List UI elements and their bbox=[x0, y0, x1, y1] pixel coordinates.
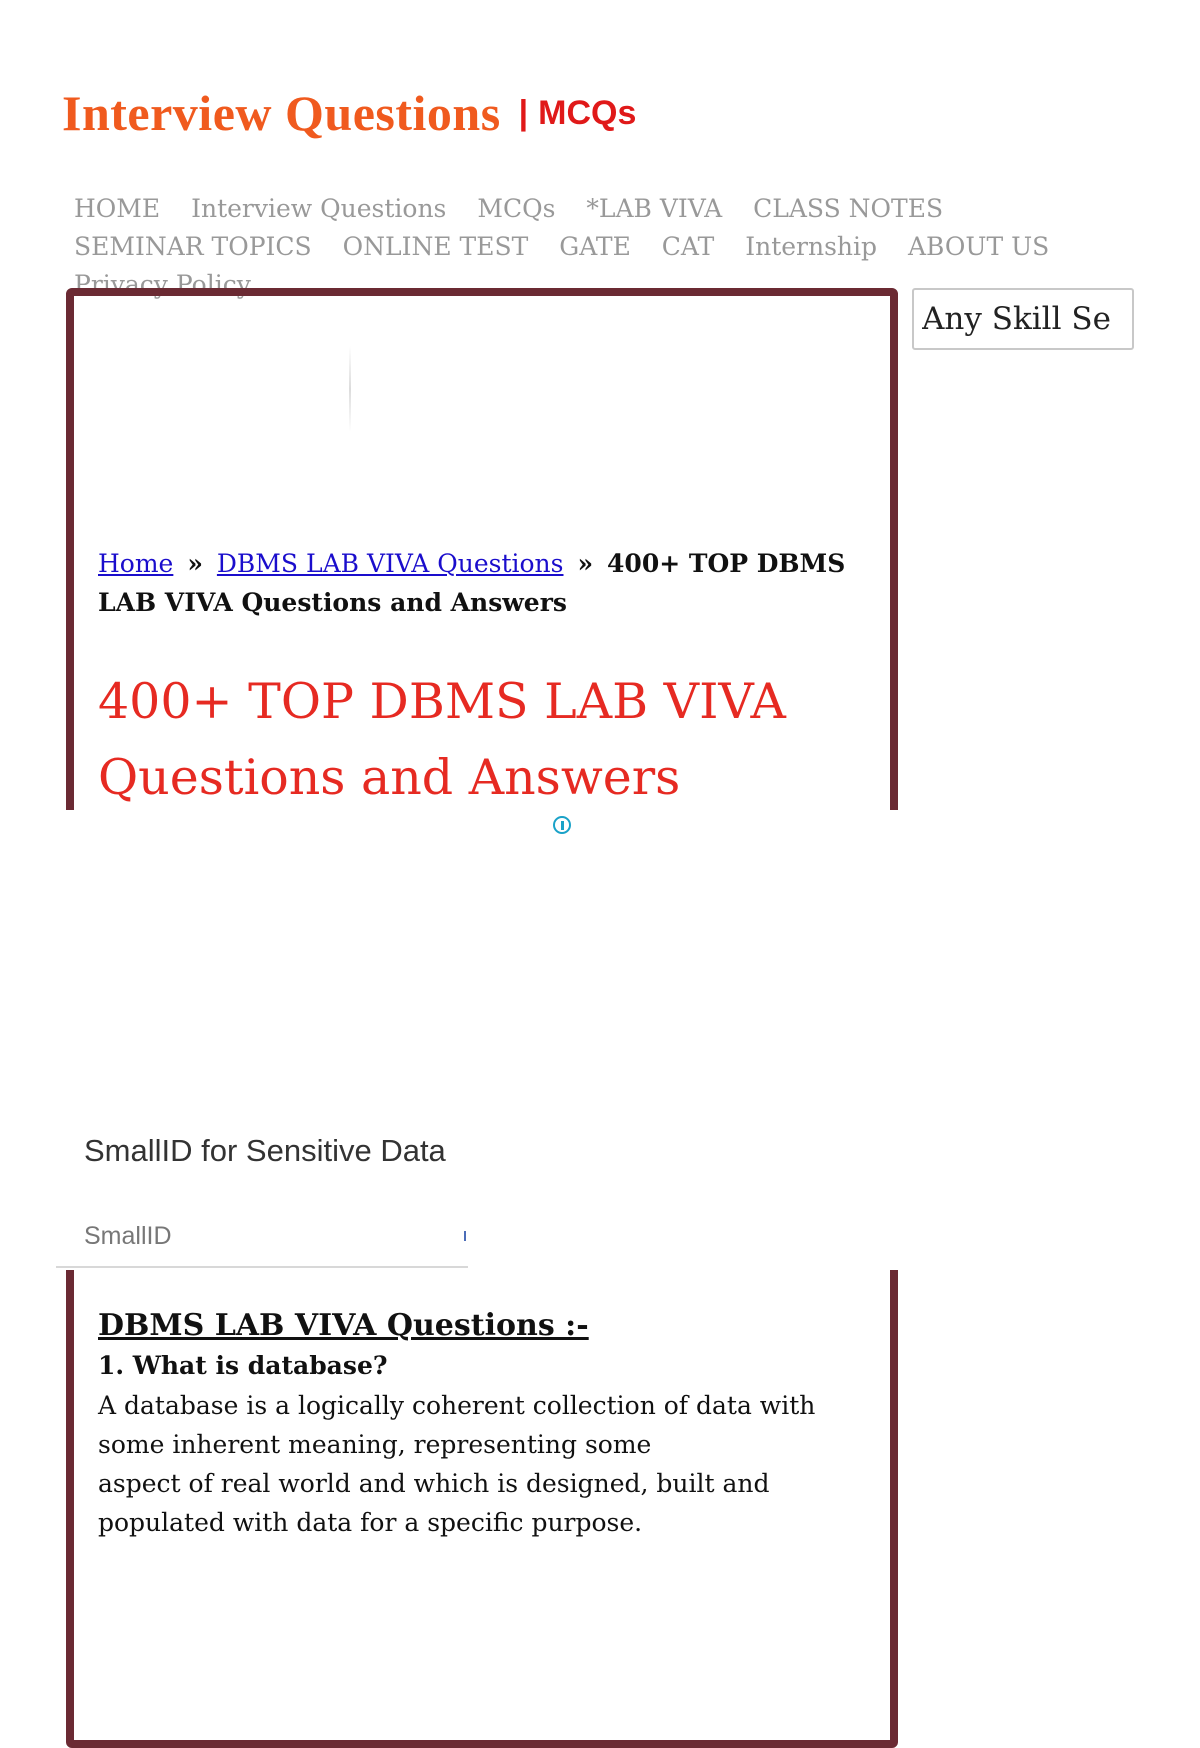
nav-item-class-notes[interactable]: CLASS NOTES bbox=[753, 194, 944, 223]
ad-placeholder-divider bbox=[349, 346, 351, 432]
breadcrumb-separator: » bbox=[577, 549, 594, 578]
answer-1-part-2: aspect of real world and which is designed, built and populated with data for a specific purpose. bbox=[98, 1469, 770, 1537]
question-1: 1. What is database? bbox=[98, 1351, 388, 1380]
breadcrumb-separator: » bbox=[187, 549, 203, 578]
nav-item-lab-viva[interactable]: *LAB VIVA bbox=[586, 194, 723, 223]
nav-item-mcqs[interactable]: MCQs bbox=[477, 194, 556, 223]
breadcrumb-home-link[interactable]: Home bbox=[98, 549, 174, 578]
sidebar-search bbox=[912, 288, 1134, 350]
ad-info-icon[interactable] bbox=[553, 816, 571, 834]
search-input[interactable] bbox=[922, 301, 1112, 337]
answer-1-part-1: A database is a logically coherent collection of data with some inherent meaning, representing some bbox=[98, 1391, 816, 1459]
section-heading: DBMS LAB VIVA Questions :- bbox=[98, 1308, 589, 1343]
nav-item-about-us[interactable]: ABOUT US bbox=[908, 232, 1050, 261]
site-subtitle[interactable]: MCQs bbox=[538, 93, 637, 132]
nav-item-online-test[interactable]: ONLINE TEST bbox=[342, 232, 529, 261]
article-body bbox=[98, 1306, 878, 1542]
site-logo[interactable] bbox=[62, 78, 636, 148]
nav-item-cat[interactable]: CAT bbox=[661, 232, 715, 261]
ad-arrow-icon[interactable] bbox=[464, 1231, 466, 1241]
nav-item-gate[interactable]: GATE bbox=[559, 232, 631, 261]
nav-item-home[interactable]: HOME bbox=[74, 194, 161, 223]
nav-item-privacy-policy[interactable]: Privacy Policy bbox=[74, 270, 251, 299]
nav-item-internship[interactable]: Internship bbox=[745, 232, 878, 261]
ad-headline[interactable]: SmallID for Sensitive Data bbox=[84, 1133, 446, 1168]
breadcrumb-category-link[interactable]: DBMS LAB VIVA Questions bbox=[216, 549, 564, 578]
advertisement[interactable] bbox=[58, 810, 898, 1270]
main-nav bbox=[74, 190, 1134, 304]
logo-separator: | bbox=[518, 93, 529, 132]
breadcrumb bbox=[98, 544, 858, 622]
breadcrumb-current: 400+ TOP DBMS LAB VIVA Questions and Answers bbox=[98, 549, 846, 617]
ad-divider bbox=[56, 1266, 468, 1268]
page-title: 400+ TOP DBMS LAB VIVA Questions and Answers bbox=[98, 673, 786, 806]
nav-item-interview-questions[interactable]: Interview Questions bbox=[191, 194, 447, 223]
ad-advertiser[interactable]: SmallID bbox=[84, 1222, 172, 1250]
nav-item-seminar-topics[interactable]: SEMINAR TOPICS bbox=[74, 232, 312, 261]
site-title[interactable]: Interview Questions bbox=[62, 85, 501, 141]
